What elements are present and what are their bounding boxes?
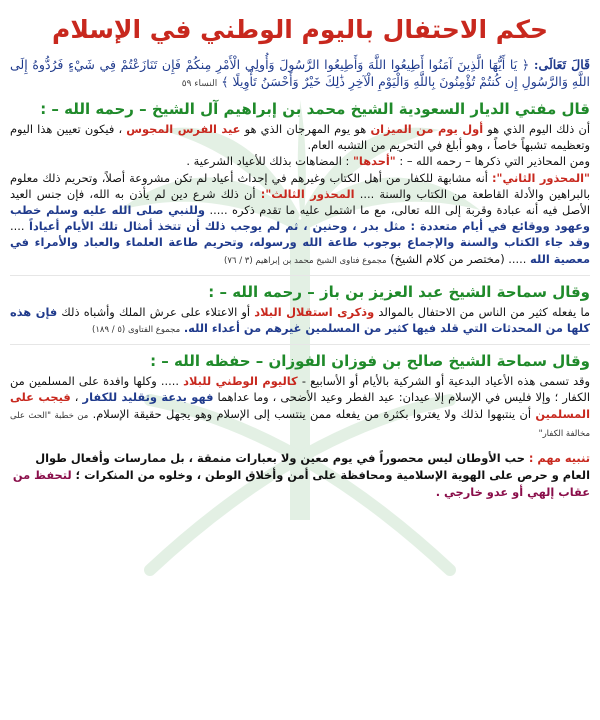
divider [10,344,590,345]
section-heading-ibn-baz: وقال سماحة الشيخ عبد العزيز بن باز – رحمه الله – : [208,282,590,301]
text-span: ..... (مختصر من كلام الشيخ) [390,251,527,266]
highlight-red: عيد الفرس المجوس [126,122,241,136]
ibn-baz-quote [10,304,590,338]
text-span: ، فيكون تعيين هذا اليوم وتعظيمه تشبهاً خاصاً ، وهو أبلغ في التحريم من التشبه العام. [10,122,590,153]
important-notice [10,450,590,501]
section-heading-al-fawzan: وقال سماحة الشيخ صالح بن فوزان الفوزان – حفظه الله – : [150,352,590,371]
highlight-red: "أحدها" [353,154,396,169]
text-span: ومن المحاذير التي ذكرها – رحمه الله – : [399,154,590,169]
divider [10,275,590,276]
quran-verse [10,56,590,93]
highlight-blue: وللنبي صلى الله عليه وسلم خطب وعهود ووقائع في أيام متعددة : مثل بدر ، وحنين ، ثم لم يوجب ذلك أن تتخذ أمثال تلك الأيام أعياداً [10,203,590,234]
highlight-red: أول يوم من الميزان [370,122,484,136]
section-heading-ibn-ibrahim: قال مفتي الديار السعودية الشيخ محمد بن إبراهيم آل الشيخ – رحمه الله – : [40,100,590,118]
text-span: أو الاعتلاء على عرش الملك وأشباه ذلك [61,304,251,319]
text-span: أن ذلك شرع دين لم يأذن به الله، فإن جنس العيد الأصل فيه أنه عبادة وقربة إلى الله تعالى، مع ما اشتمل عليه ما تقدم ذكره ..... [10,186,591,218]
al-fawzan-quote [10,373,590,442]
text-span: أن ذلك اليوم الذي هو [487,122,591,136]
source-citation: من خطبة "الحث على مخالفة الكفار" [10,410,590,439]
highlight-blue: وقد جاء الكتاب والسنة والإجماع بوجوب طاعة الله ورسوله، وتحريم طاعة العلماء والعباد والأمراء في معصية الله [10,235,590,266]
notice-text: حب الأوطان ليس محصوراً في يوم معين ولا بعبارات منمقة ، بل ممارسات وأفعال طوال العام و حرص على الهوية الإسلامية ومحافظة على أمن وأخلاق الوطن ، وخلوه من المنكرات ؛ [35,451,590,483]
text-span: ..... وكلها وافدة على المسلمين من الكفار ؛ وإلا فليس في الإسلام إلا عيدان: عيد الفطر وعيد الأضحى ، وما عداهما [10,374,590,405]
text-span: هو يوم المهرجان الذي هو [244,122,367,136]
text-span: ، [74,390,79,405]
notice-label: تنبيه مهم : [528,451,590,466]
text-span: : المضاهات بذلك للأعياد الشرعية . [186,154,350,169]
highlight-red: "المحذور الثاني": [492,170,590,185]
notice-emphasis: لتحفظ من عقاب إلهي أو عدو خارجي . [12,468,590,500]
highlight-red: كاليوم الوطني للبلاد [183,374,298,389]
text-span: .... [10,219,25,234]
highlight-blue: فهو بدعة وتقليد للكفار [82,390,214,405]
ibn-ibrahim-quote [10,121,590,269]
source-citation: مجموع الفتاوى (٥ / ١٨٩) [92,325,181,336]
highlight-red: فيجب على المسلمين [10,390,590,421]
text-span: أن ينتبهوا لذلك ولا يغتروا بكثرة من يفعله ممن ينتسب إلى الإسلام وهو يجهل حقيقة الإسلام. [92,406,532,421]
text-span: أنه مشابهة للكفار من أهل الكتاب وغيرهم في إحداث أعياد لم تكن مشروعة أصلاً، وتحريم ذلك معلوم بالبراهين والأدلة القاطعة من الكتاب والسنة .... [10,170,591,201]
text-span: ما يفعله كثير من الناس من الاحتفال بالموالد [378,304,591,319]
highlight-red: المحذور الثالث": [260,186,355,201]
source-citation: مجموع فتاوى الشيخ محمد بن إبراهيم (٣ / ٧٦) [224,255,387,266]
verse-text: ﴿ يَا أَيُّهَا الَّذِينَ آمَنُوا أَطِيعُوا اللَّهَ وَأَطِيعُوا الرَّسُولَ وَأُولِي الْأَمْرِ مِنكُمْ فَإِن تَنَازَعْتُمْ فِي شَيْءٍ فَرُدُّوهُ إِلَى اللَّهِ وَالرَّسُولِ إِن كُنتُمْ تُؤْمِنُونَ بِاللَّهِ وَالْيَوْمِ الْآخِرِ ذَٰلِكَ خَيْرٌ وَأَحْسَنُ تَأْوِيلًا ﴾ [10,57,590,89]
highlight-red: وذكرى استقلال البلاد [254,304,375,319]
page-title: حكم الاحتفال باليوم الوطني في الإسلام [52,15,548,44]
text-span: وقد تسمى هذه الأعياد البدعية أو الشركية بالأيام أو الأسابيع - [301,374,590,389]
highlight-blue: فإن هذه كلها من المحدثات التي قلد فيها كثير من المسلمين غيرهم من أعداء الله. [10,304,590,336]
verse-reference: النساء ٥٩ [181,79,218,89]
verse-lead: قَالَ تَعَالَى: [533,57,590,72]
